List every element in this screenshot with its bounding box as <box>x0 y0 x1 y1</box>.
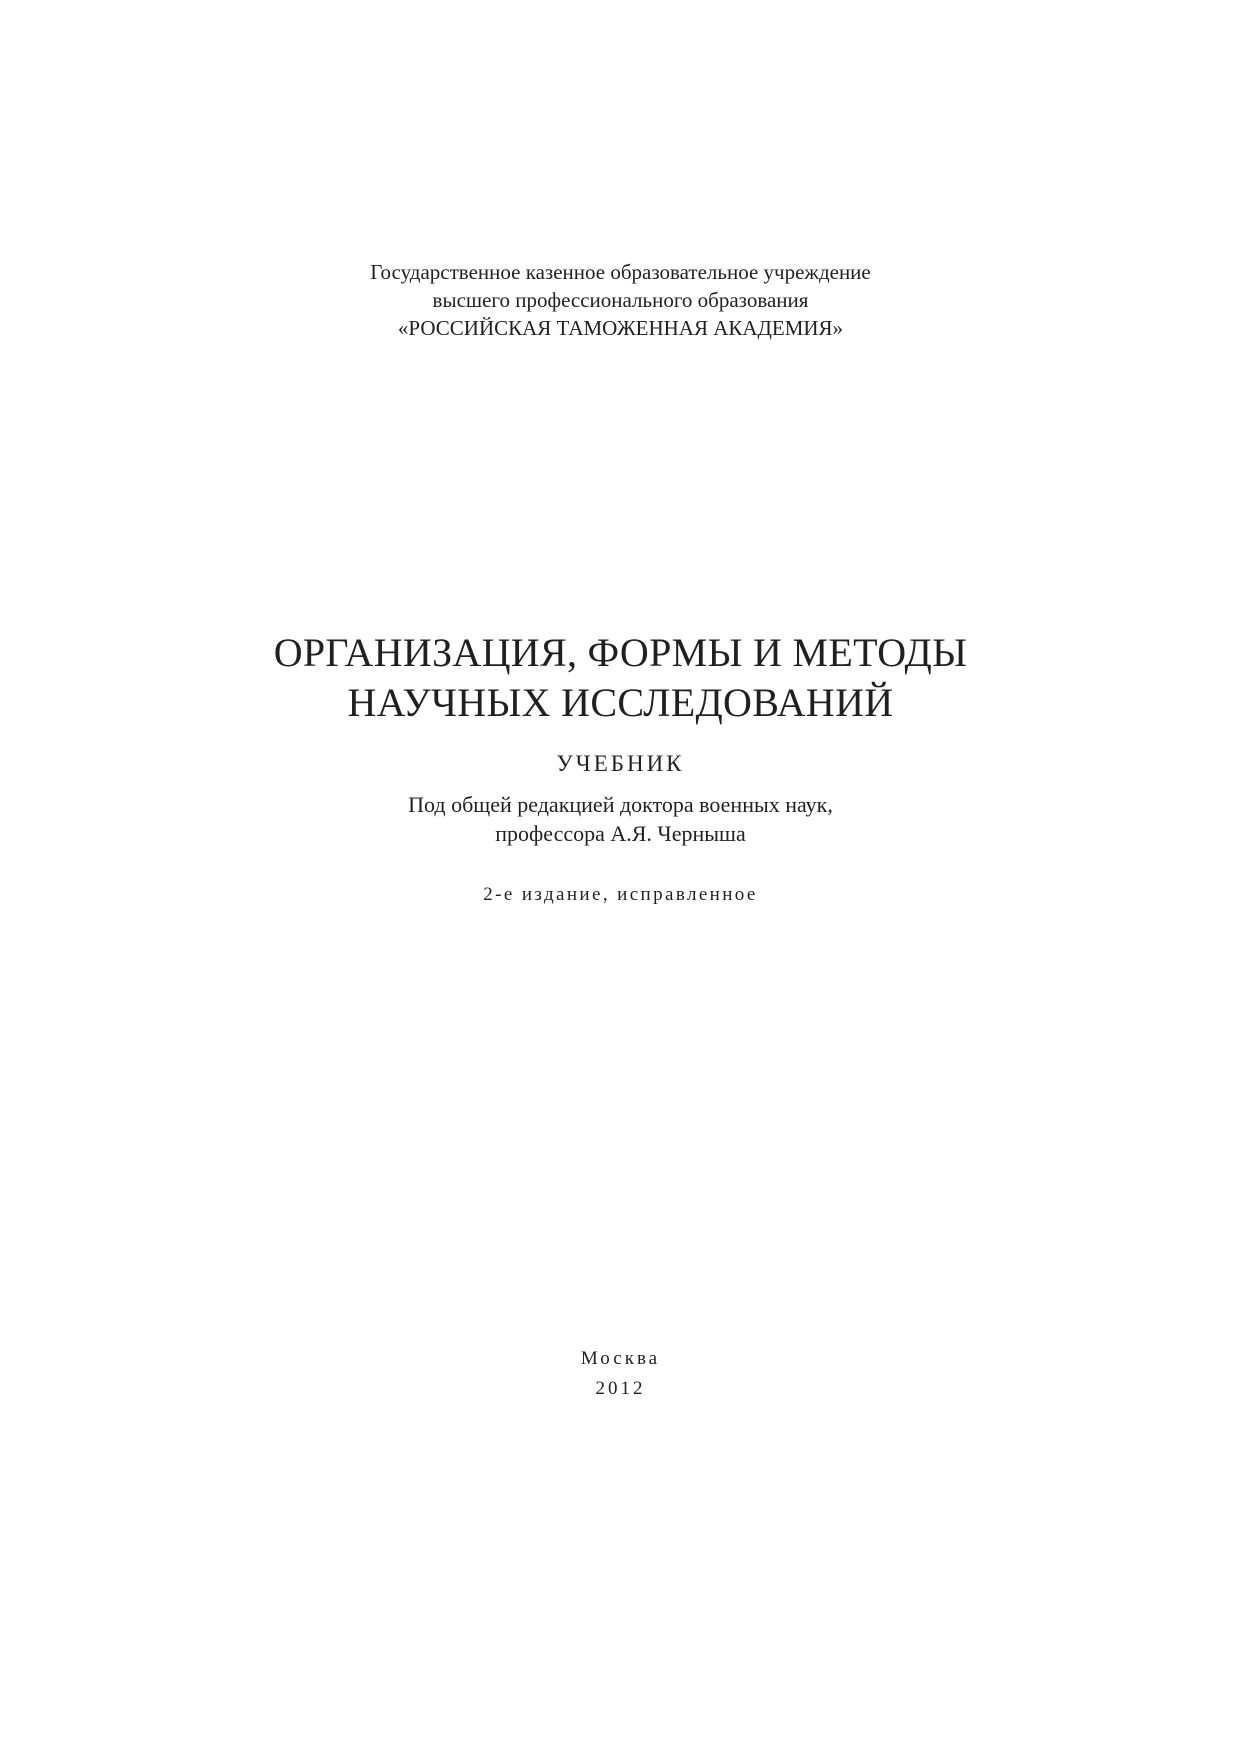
book-title <box>0 628 1241 728</box>
institution-line-1: Государственное казенное образовательное учреждение <box>370 260 871 284</box>
editor-line-1: Под общей редакцией доктора военных наук, <box>408 792 833 817</box>
edition-note: 2-е издание, исправленное <box>483 884 758 905</box>
book-type: УЧЕБНИК <box>556 751 685 776</box>
editor-credit <box>0 790 1241 848</box>
imprint-city: Москва <box>580 1348 661 1369</box>
editor-line-2: профессора А.Я. Черныша <box>495 821 746 846</box>
book-title-line-2: НАУЧНЫХ ИССЛЕДОВАНИЙ <box>347 680 894 725</box>
institution-name: «РОССИЙСКАЯ ТАМОЖЕННАЯ АКАДЕМИЯ» <box>397 316 844 340</box>
book-title-line-1: ОРГАНИЗАЦИЯ, ФОРМЫ И МЕТОДЫ <box>273 630 968 675</box>
imprint <box>0 1344 1241 1404</box>
institution-line-2: высшего профессионального образования <box>432 288 809 312</box>
imprint-year: 2012 <box>595 1378 646 1399</box>
institution-header <box>0 258 1241 342</box>
